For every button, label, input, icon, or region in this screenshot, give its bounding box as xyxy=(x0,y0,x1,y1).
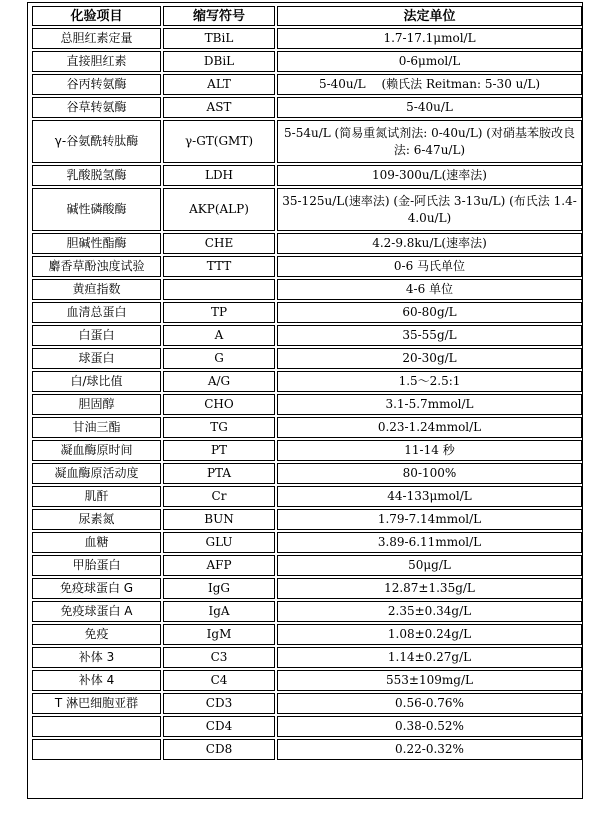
abbreviation-cell: BUN xyxy=(163,509,275,530)
table-row xyxy=(32,601,582,622)
unit-cell: 12.87±1.35g/L xyxy=(277,578,582,599)
unit-cell: 5-54u/L (简易重氮试剂法: 0-40u/L) (对硝基苯胺改良法: 6-47u/L) xyxy=(277,120,582,163)
abbreviation-cell: CHO xyxy=(163,394,275,415)
lab-reference-table-frame xyxy=(27,2,583,799)
table-row xyxy=(32,486,582,507)
table-row xyxy=(32,348,582,369)
unit-cell: 5-40u/L xyxy=(277,97,582,118)
abbreviation-cell: A xyxy=(163,325,275,346)
header-legal-unit: 法定单位 xyxy=(277,6,582,26)
test-name-cell: 碱性磷酸酶 xyxy=(32,188,161,231)
table-row xyxy=(32,279,582,300)
abbreviation-cell: A/G xyxy=(163,371,275,392)
table-row xyxy=(32,302,582,323)
unit-cell: 80-100% xyxy=(277,463,582,484)
test-name-cell: 谷草转氨酶 xyxy=(32,97,161,118)
test-name-cell: 黄疸指数 xyxy=(32,279,161,300)
abbreviation-cell: CD3 xyxy=(163,693,275,714)
test-name-cell: 凝血酶原活动度 xyxy=(32,463,161,484)
header-abbreviation: 缩写符号 xyxy=(163,6,275,26)
test-name-cell: 尿素氮 xyxy=(32,509,161,530)
test-name-cell: 肌酐 xyxy=(32,486,161,507)
test-name-cell: 免疫球蛋白 A xyxy=(32,601,161,622)
abbreviation-cell: PTA xyxy=(163,463,275,484)
abbreviation-cell: G xyxy=(163,348,275,369)
table-row xyxy=(32,74,582,95)
abbreviation-cell: PT xyxy=(163,440,275,461)
abbreviation-cell: GLU xyxy=(163,532,275,553)
unit-cell: 1.79-7.14mmol/L xyxy=(277,509,582,530)
abbreviation-cell: AFP xyxy=(163,555,275,576)
test-name-cell: 胆固醇 xyxy=(32,394,161,415)
table-row xyxy=(32,463,582,484)
test-name-cell: 甘油三酯 xyxy=(32,417,161,438)
test-name-cell: 麝香草酚浊度试验 xyxy=(32,256,161,277)
test-name-cell: 白/球比值 xyxy=(32,371,161,392)
table-row xyxy=(32,233,582,254)
abbreviation-cell: TG xyxy=(163,417,275,438)
abbreviation-cell: Cr xyxy=(163,486,275,507)
unit-cell: 11-14 秒 xyxy=(277,440,582,461)
unit-cell: 1.5～2.5:1 xyxy=(277,371,582,392)
test-name-cell: 补体 4 xyxy=(32,670,161,691)
test-name-cell: γ-谷氨酰转肽酶 xyxy=(32,120,161,163)
test-name-cell: 血糖 xyxy=(32,532,161,553)
unit-cell: 5-40u/L (赖氏法 Reitman: 5-30 u/L) xyxy=(277,74,582,95)
unit-cell: 4-6 单位 xyxy=(277,279,582,300)
abbreviation-cell: γ-GT(GMT) xyxy=(163,120,275,163)
abbreviation-cell: TTT xyxy=(163,256,275,277)
abbreviation-cell: AKP(ALP) xyxy=(163,188,275,231)
table-row xyxy=(32,325,582,346)
test-name-cell: 直接胆红素 xyxy=(32,51,161,72)
unit-cell: 3.89-6.11mmol/L xyxy=(277,532,582,553)
abbreviation-cell: TP xyxy=(163,302,275,323)
test-name-cell xyxy=(32,716,161,737)
abbreviation-cell: CD4 xyxy=(163,716,275,737)
unit-cell: 0-6 马氏单位 xyxy=(277,256,582,277)
table-row xyxy=(32,532,582,553)
table-row xyxy=(32,555,582,576)
test-name-cell: 凝血酶原时间 xyxy=(32,440,161,461)
test-name-cell: T 淋巴细胞亚群 xyxy=(32,693,161,714)
abbreviation-cell: C4 xyxy=(163,670,275,691)
table-row xyxy=(32,624,582,645)
abbreviation-cell: LDH xyxy=(163,165,275,186)
abbreviation-cell: IgG xyxy=(163,578,275,599)
unit-cell: 35-55g/L xyxy=(277,325,582,346)
table-row xyxy=(32,739,582,760)
abbreviation-cell: IgA xyxy=(163,601,275,622)
unit-cell: 60-80g/L xyxy=(277,302,582,323)
table-row xyxy=(32,165,582,186)
table-row xyxy=(32,440,582,461)
table-row xyxy=(32,188,582,231)
table-row xyxy=(32,578,582,599)
test-name-cell: 总胆红素定量 xyxy=(32,28,161,49)
table-header-row xyxy=(32,6,582,26)
abbreviation-cell: DBiL xyxy=(163,51,275,72)
table-row xyxy=(32,120,582,163)
test-name-cell: 乳酸脱氢酶 xyxy=(32,165,161,186)
unit-cell: 109-300u/L(速率法) xyxy=(277,165,582,186)
table-row xyxy=(32,647,582,668)
abbreviation-cell: CD8 xyxy=(163,739,275,760)
test-name-cell: 血清总蛋白 xyxy=(32,302,161,323)
unit-cell: 0.56-0.76% xyxy=(277,693,582,714)
table-row xyxy=(32,509,582,530)
abbreviation-cell xyxy=(163,279,275,300)
test-name-cell: 免疫 xyxy=(32,624,161,645)
unit-cell: 35-125u/L(速率法) (金-阿氏法 3-13u/L) (布氏法 1.4-4.0u/L) xyxy=(277,188,582,231)
test-name-cell: 胆碱性酯酶 xyxy=(32,233,161,254)
unit-cell: 553±109mg/L xyxy=(277,670,582,691)
table-row xyxy=(32,693,582,714)
table-row xyxy=(32,371,582,392)
table-row xyxy=(32,28,582,49)
unit-cell: 50μg/L xyxy=(277,555,582,576)
test-name-cell: 谷丙转氨酶 xyxy=(32,74,161,95)
unit-cell: 44-133μmol/L xyxy=(277,486,582,507)
test-name-cell: 白蛋白 xyxy=(32,325,161,346)
abbreviation-cell: IgM xyxy=(163,624,275,645)
unit-cell: 0.22-0.32% xyxy=(277,739,582,760)
abbreviation-cell: C3 xyxy=(163,647,275,668)
unit-cell: 0.38-0.52% xyxy=(277,716,582,737)
unit-cell: 1.14±0.27g/L xyxy=(277,647,582,668)
table-row xyxy=(32,394,582,415)
test-name-cell xyxy=(32,739,161,760)
unit-cell: 1.08±0.24g/L xyxy=(277,624,582,645)
unit-cell: 20-30g/L xyxy=(277,348,582,369)
table-row xyxy=(32,97,582,118)
abbreviation-cell: AST xyxy=(163,97,275,118)
test-name-cell: 免疫球蛋白 G xyxy=(32,578,161,599)
abbreviation-cell: CHE xyxy=(163,233,275,254)
table-row xyxy=(32,716,582,737)
unit-cell: 0-6μmol/L xyxy=(277,51,582,72)
unit-cell: 2.35±0.34g/L xyxy=(277,601,582,622)
lab-reference-table xyxy=(30,4,584,762)
test-name-cell: 甲胎蛋白 xyxy=(32,555,161,576)
unit-cell: 4.2-9.8ku/L(速率法) xyxy=(277,233,582,254)
unit-cell: 0.23-1.24mmol/L xyxy=(277,417,582,438)
header-test-item: 化验项目 xyxy=(32,6,161,26)
unit-cell: 1.7-17.1μmol/L xyxy=(277,28,582,49)
unit-cell: 3.1-5.7mmol/L xyxy=(277,394,582,415)
table-row xyxy=(32,670,582,691)
test-name-cell: 补体 3 xyxy=(32,647,161,668)
table-row xyxy=(32,417,582,438)
abbreviation-cell: ALT xyxy=(163,74,275,95)
test-name-cell: 球蛋白 xyxy=(32,348,161,369)
table-row xyxy=(32,51,582,72)
table-row xyxy=(32,256,582,277)
abbreviation-cell: TBiL xyxy=(163,28,275,49)
